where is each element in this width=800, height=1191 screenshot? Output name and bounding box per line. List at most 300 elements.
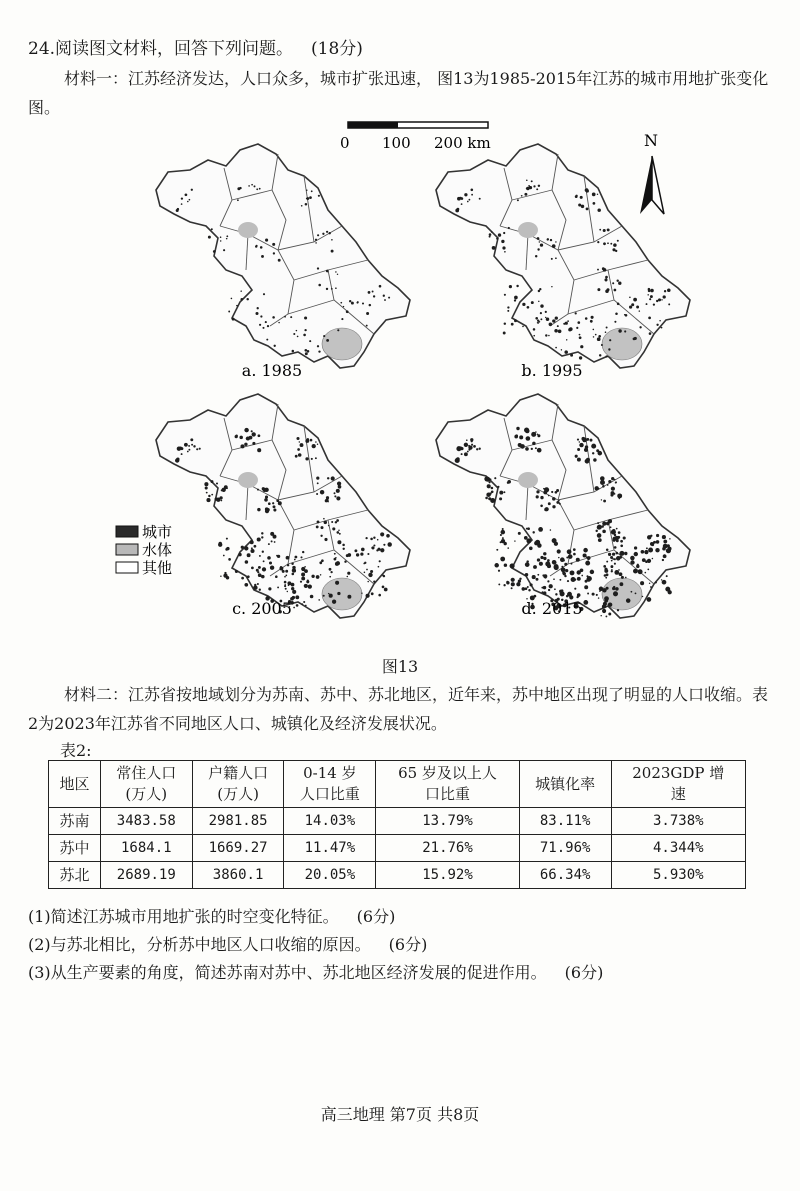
urban-dot — [261, 255, 264, 258]
urban-dot — [535, 447, 537, 449]
urban-dot — [244, 428, 248, 432]
urban-dot — [265, 239, 268, 242]
urban-dot — [610, 526, 612, 528]
urban-dot — [329, 576, 331, 578]
urban-dot — [263, 560, 265, 562]
urban-dot — [292, 590, 296, 594]
urban-dot — [537, 248, 539, 250]
urban-dot — [618, 531, 621, 534]
urban-dot — [188, 445, 190, 447]
urban-dot — [466, 439, 468, 441]
urban-dot — [508, 227, 510, 229]
urban-dot — [291, 562, 293, 564]
urban-dot — [273, 252, 275, 254]
urban-dot — [554, 564, 559, 569]
urban-dot — [211, 228, 213, 230]
urban-dot — [332, 600, 336, 604]
urban-dot — [284, 584, 286, 586]
urban-dot — [373, 544, 375, 546]
urban-dot — [543, 490, 547, 494]
urban-dot — [597, 337, 601, 341]
legend-swatch — [116, 544, 138, 555]
urban-dot — [653, 303, 655, 305]
urban-dot — [592, 593, 595, 596]
urban-dot — [492, 246, 496, 250]
urban-dot — [329, 568, 332, 571]
urban-dot — [300, 443, 304, 447]
urban-dot — [663, 295, 666, 298]
urban-dot — [565, 569, 568, 572]
urban-dot — [642, 558, 646, 562]
urban-dot — [516, 427, 519, 430]
urban-dot — [305, 457, 308, 460]
urban-dot — [542, 574, 544, 576]
table-cell: 15.92% — [376, 862, 519, 889]
urban-dot — [250, 549, 254, 553]
urban-dot — [608, 348, 610, 350]
urban-dot — [256, 188, 258, 190]
urban-dot — [211, 480, 214, 483]
question-list — [28, 903, 603, 987]
map-caption-d: d. 2015 — [521, 599, 583, 618]
header-registered-pop: 户籍人口 (万人) — [192, 761, 284, 808]
urban-dot — [561, 349, 562, 350]
urban-dot — [525, 429, 529, 433]
urban-dot — [220, 240, 221, 241]
urban-dot — [538, 527, 543, 532]
urban-dot — [626, 598, 631, 603]
urban-dot — [506, 581, 509, 584]
urban-dot — [479, 448, 481, 450]
urban-dot — [331, 239, 333, 241]
urban-dot — [259, 589, 261, 591]
urban-dot — [366, 325, 368, 327]
urban-dot — [542, 591, 544, 593]
urban-dot — [336, 489, 340, 493]
urban-dot — [292, 573, 295, 576]
urban-dot — [664, 554, 666, 556]
urban-dot — [646, 303, 648, 305]
urban-dot — [267, 556, 271, 560]
table-cell: 3483.58 — [100, 808, 192, 835]
urban-dot — [324, 521, 327, 524]
urban-dot — [597, 241, 599, 243]
urban-dot — [240, 298, 243, 301]
urban-dot — [486, 492, 491, 497]
urban-dot — [638, 569, 643, 574]
urban-dot — [316, 575, 320, 579]
urban-dot — [321, 527, 323, 529]
urban-dot — [267, 325, 269, 327]
urban-dot — [331, 476, 335, 480]
urban-dot — [461, 203, 463, 205]
urban-dot — [612, 529, 615, 532]
urban-dot — [644, 550, 648, 554]
urban-dot — [176, 209, 179, 212]
urban-dot — [617, 240, 619, 242]
urban-dot — [578, 203, 581, 206]
urban-dot — [382, 586, 385, 589]
urban-dot — [331, 250, 334, 253]
map-legend — [116, 523, 172, 577]
urban-dot — [590, 570, 594, 574]
urban-dot — [555, 593, 557, 595]
urban-dot — [571, 563, 573, 565]
urban-dot — [647, 569, 649, 571]
urban-dot — [268, 502, 271, 505]
urban-dot — [664, 290, 666, 292]
urban-dot — [611, 569, 613, 571]
urban-dot — [372, 291, 374, 293]
urban-dot — [599, 590, 601, 592]
urban-dot — [593, 202, 596, 205]
urban-dot — [226, 547, 229, 550]
urban-dot — [317, 482, 319, 484]
urban-dot — [607, 242, 609, 244]
urban-dot — [533, 185, 535, 187]
urban-dot — [537, 558, 540, 561]
urban-dot — [569, 327, 573, 331]
urban-dot — [251, 430, 253, 432]
urban-dot — [507, 480, 511, 484]
urban-dot — [547, 238, 549, 240]
urban-dot — [615, 587, 619, 591]
urban-dot — [498, 570, 500, 572]
urban-dot — [597, 522, 599, 524]
urban-dot — [602, 609, 606, 613]
urban-dot — [521, 195, 523, 197]
urban-dot — [285, 588, 287, 590]
urban-dot — [545, 334, 547, 336]
urban-dot — [614, 321, 616, 323]
urban-dot — [533, 565, 537, 569]
table-cell: 苏南 — [49, 808, 101, 835]
urban-dot — [504, 251, 506, 253]
urban-dot — [499, 497, 502, 500]
urban-dot — [577, 448, 580, 451]
urban-dot — [220, 576, 221, 577]
urban-dot — [539, 288, 541, 290]
urban-dot — [300, 581, 302, 583]
urban-dot — [291, 587, 294, 590]
urban-dot — [270, 566, 274, 570]
urban-dot — [457, 459, 459, 461]
urban-dot — [371, 592, 374, 595]
urban-dot — [285, 575, 287, 577]
urban-dot — [310, 595, 314, 599]
urban-dot — [591, 444, 596, 449]
urban-dot — [189, 199, 191, 201]
urban-dot — [226, 238, 228, 240]
urban-dot — [244, 443, 247, 446]
table-cell: 1684.1 — [100, 835, 192, 862]
urban-dot — [502, 246, 505, 249]
urban-dot — [530, 583, 533, 586]
urban-dot — [292, 566, 295, 569]
urban-dot — [257, 537, 261, 541]
urban-dot — [543, 591, 546, 594]
urban-dot — [258, 434, 261, 437]
urban-dot — [525, 587, 528, 590]
urban-dot — [344, 561, 346, 563]
urban-dot — [548, 335, 550, 337]
urban-dot — [468, 199, 470, 201]
urban-dot — [536, 578, 539, 581]
urban-dot — [213, 250, 216, 253]
urban-dot — [633, 298, 637, 302]
urban-dot — [613, 591, 618, 596]
urban-dot — [272, 243, 275, 246]
urban-dot — [576, 327, 578, 329]
urban-dot — [607, 484, 609, 486]
urban-dot — [366, 569, 368, 571]
urban-dot — [310, 439, 313, 442]
urban-dot — [607, 229, 609, 231]
urban-dot — [666, 575, 668, 577]
urban-dot — [576, 596, 578, 598]
urban-dot — [187, 201, 189, 203]
urban-dot — [536, 490, 539, 493]
urban-dot — [614, 534, 616, 536]
urban-dot — [608, 480, 611, 483]
urban-dot — [339, 533, 341, 535]
urban-dot — [527, 586, 529, 588]
urban-dot — [650, 586, 652, 588]
urban-dot — [597, 288, 600, 291]
urban-dot — [251, 567, 254, 570]
urban-dot — [636, 565, 639, 568]
urban-dot — [241, 577, 244, 580]
urban-dot — [318, 350, 320, 352]
urban-dot — [592, 193, 596, 197]
urban-dot — [304, 316, 307, 319]
urban-dot — [331, 521, 333, 523]
urban-dot — [531, 301, 534, 304]
urban-dot — [614, 558, 616, 560]
table-row — [49, 862, 746, 889]
urban-dot — [356, 553, 359, 556]
urban-dot — [577, 577, 581, 581]
urban-dot — [258, 573, 262, 577]
urban-dot — [485, 497, 488, 500]
urban-dot — [548, 502, 551, 505]
urban-dot — [625, 577, 627, 579]
urban-dot — [471, 440, 473, 442]
urban-dot — [586, 189, 589, 192]
urban-dot — [536, 495, 539, 498]
urban-dot — [336, 531, 339, 534]
urban-dot — [261, 575, 265, 579]
urban-dot — [605, 276, 608, 279]
urban-dot — [461, 453, 463, 455]
urban-dot — [601, 499, 602, 500]
urban-dot — [587, 576, 592, 581]
urban-dot — [550, 529, 552, 531]
urban-dot — [603, 229, 606, 232]
urban-dot — [221, 500, 223, 502]
urban-dot — [362, 302, 364, 304]
urban-dot — [537, 322, 539, 324]
urban-dot — [544, 508, 548, 512]
urban-dot — [235, 435, 238, 438]
urban-dot — [376, 549, 378, 551]
urban-dot — [611, 570, 613, 572]
urban-dot — [573, 548, 576, 551]
urban-dot — [597, 269, 599, 271]
urban-dot — [536, 188, 538, 190]
urban-dot — [612, 587, 615, 590]
urban-dot — [604, 574, 607, 577]
urban-dot — [301, 603, 303, 605]
urban-dot — [616, 528, 618, 530]
urban-dot — [597, 208, 600, 211]
legend-label: 其他 — [142, 559, 173, 577]
urban-dot — [662, 547, 666, 551]
urban-dot — [491, 231, 493, 233]
urban-dot — [540, 312, 542, 314]
urban-dot — [543, 557, 546, 560]
urban-dot — [308, 584, 312, 588]
table-row — [49, 808, 746, 835]
urban-dot — [305, 605, 307, 607]
urban-dot — [268, 543, 270, 545]
urban-dot — [618, 282, 621, 285]
urban-dot — [223, 573, 227, 577]
page-footer: 高三地理 第7页 共8页 — [320, 1105, 480, 1124]
urban-dot — [479, 198, 481, 200]
urban-dot — [604, 278, 607, 281]
urban-dot — [502, 537, 504, 539]
urban-dot — [276, 555, 278, 557]
urban-dot — [602, 530, 606, 534]
urban-dot — [259, 188, 261, 190]
urban-dot — [593, 336, 595, 338]
urban-dot — [181, 203, 183, 205]
urban-dot — [567, 592, 572, 597]
urban-dot — [556, 489, 559, 492]
urban-dot — [655, 548, 659, 552]
urban-dot — [368, 573, 372, 577]
urban-dot — [612, 282, 614, 284]
urban-dot — [188, 449, 190, 451]
urban-dot — [541, 497, 543, 499]
urban-dot — [383, 295, 385, 297]
urban-dot — [301, 205, 303, 207]
urban-dot — [636, 306, 639, 309]
urban-dot — [579, 336, 582, 339]
urban-dot — [366, 594, 370, 598]
urban-dot — [554, 588, 556, 590]
urban-dot — [343, 306, 344, 307]
urban-dot — [605, 355, 607, 357]
urban-dot — [237, 199, 239, 201]
urban-dot — [271, 540, 273, 542]
table-row — [49, 835, 746, 862]
urban-dot — [300, 556, 302, 558]
table-cell: 11.47% — [284, 835, 376, 862]
urban-dot — [321, 559, 324, 562]
urban-dot — [525, 447, 529, 451]
urban-dot — [371, 547, 373, 549]
urban-dot — [514, 435, 518, 439]
urban-dot — [323, 518, 325, 520]
urban-dot — [525, 573, 528, 576]
urban-dot — [503, 332, 506, 335]
urban-dot — [259, 324, 261, 326]
urban-dot — [278, 322, 279, 323]
urban-dot — [595, 334, 597, 336]
urban-dot — [538, 185, 540, 187]
table-cell: 4.344% — [611, 835, 745, 862]
urban-dot — [268, 587, 271, 590]
urban-dot — [334, 492, 336, 494]
urban-dot — [335, 271, 336, 272]
urban-dot — [309, 196, 312, 199]
urban-dot — [224, 485, 228, 489]
urban-dot — [586, 208, 589, 211]
urban-dot — [464, 193, 467, 196]
urban-dot — [612, 248, 615, 251]
urban-dot — [624, 330, 626, 332]
urban-dot — [253, 585, 257, 589]
urban-dot — [526, 179, 528, 181]
urban-dot — [324, 538, 327, 541]
urban-dot — [614, 289, 617, 292]
urban-dot — [669, 538, 670, 539]
urban-dot — [532, 442, 536, 446]
urban-dot — [302, 551, 304, 553]
figure-caption: 图13 — [381, 657, 419, 676]
urban-dot — [246, 437, 248, 439]
urban-dot — [646, 547, 648, 549]
urban-dot — [539, 321, 541, 323]
urban-dot — [351, 302, 354, 305]
urban-dot — [551, 258, 553, 260]
urban-dot — [603, 242, 606, 245]
urban-dot — [287, 591, 288, 592]
urban-dot — [510, 563, 515, 568]
urban-dot — [540, 556, 543, 559]
urban-dot — [630, 556, 635, 561]
urban-dot — [387, 542, 391, 546]
urban-dot — [535, 540, 540, 545]
urban-dot — [248, 185, 250, 187]
urban-dot — [191, 189, 193, 191]
urban-dot — [262, 567, 266, 571]
urban-dot — [640, 581, 644, 585]
urban-dot — [303, 334, 306, 337]
urban-dot — [573, 553, 576, 556]
urban-dot — [564, 575, 566, 577]
urban-dot — [555, 347, 557, 349]
urban-dot — [184, 443, 188, 447]
urban-dot — [655, 581, 657, 583]
urban-dot — [278, 501, 282, 505]
urban-dot — [369, 304, 371, 306]
urban-dot — [650, 535, 652, 537]
table-cell: 66.34% — [519, 862, 611, 889]
urban-dot — [656, 540, 660, 544]
urban-dot — [561, 567, 566, 572]
urban-dot — [597, 533, 602, 538]
scale-bar — [340, 122, 491, 152]
urban-dot — [555, 316, 558, 319]
urban-dot — [303, 601, 305, 603]
urban-dot — [552, 505, 555, 508]
urban-dot — [559, 579, 561, 581]
urban-dot — [533, 328, 536, 331]
urban-dot — [239, 187, 241, 189]
